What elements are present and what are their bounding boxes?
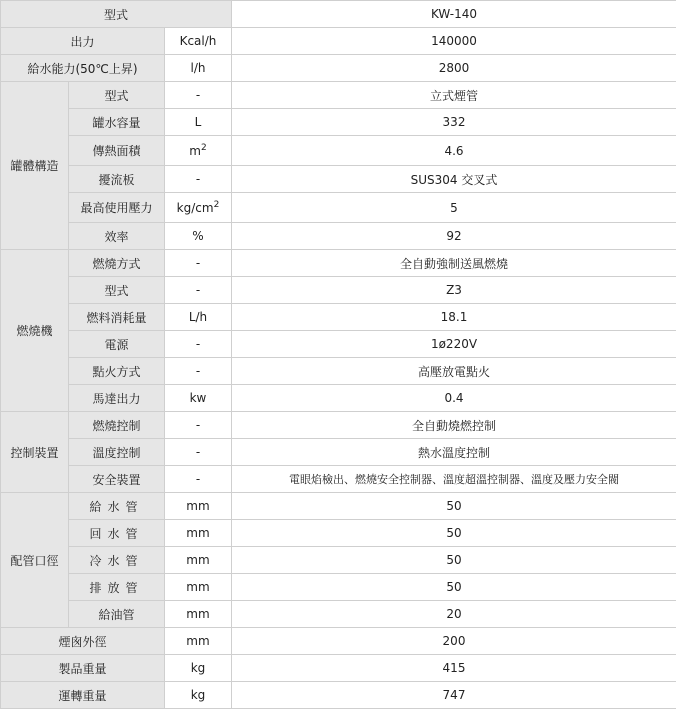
running-weight-value: 747	[232, 682, 676, 709]
output-label: 出力	[1, 28, 165, 55]
oil-feed-pipe-label: 給油管	[69, 601, 165, 628]
feed-capacity-value: 2800	[232, 55, 676, 82]
row-max-pressure	[1, 193, 676, 223]
chimney-diameter-label: 煙囪外徑	[1, 628, 165, 655]
feed-capacity-unit: l/h	[165, 55, 232, 82]
heat-transfer-area-unit-base: m	[189, 144, 201, 158]
fuel-consumption-value: 18.1	[232, 304, 676, 331]
power-supply-unit: -	[165, 331, 232, 358]
safety-device-value: 電眼焰檢出、燃燒安全控制器、溫度超溫控制器、溫度及壓力安全閥	[232, 466, 676, 493]
oil-feed-pipe-unit: mm	[165, 601, 232, 628]
combustion-control-value: 全自動燒燃控制	[232, 412, 676, 439]
baffle-unit: -	[165, 166, 232, 193]
drain-pipe-unit: mm	[165, 574, 232, 601]
row-feed-capacity	[1, 55, 676, 82]
output-unit: Kcal/h	[165, 28, 232, 55]
fuel-consumption-unit: L/h	[165, 304, 232, 331]
group-burner: 燃燒機	[1, 250, 69, 412]
tank-water-volume-label: 罐水容量	[69, 109, 165, 136]
row-output	[1, 28, 676, 55]
feed-pipe-value: 50	[232, 493, 676, 520]
tank-water-volume-unit: L	[165, 109, 232, 136]
row-temperature-control	[1, 439, 676, 466]
row-feed-pipe	[1, 493, 676, 520]
heat-transfer-area-unit-exp: 2	[201, 143, 207, 153]
row-oil-feed-pipe	[1, 601, 676, 628]
tank-type-unit: -	[165, 82, 232, 109]
max-pressure-unit-exp: 2	[214, 200, 220, 210]
drain-pipe-value: 50	[232, 574, 676, 601]
cold-water-pipe-unit: mm	[165, 547, 232, 574]
efficiency-value: 92	[232, 223, 676, 250]
model-header-label: 型式	[1, 1, 232, 28]
chimney-diameter-value: 200	[232, 628, 676, 655]
max-pressure-unit-base: kg/cm	[177, 201, 214, 215]
row-power-supply	[1, 331, 676, 358]
combustion-method-unit: -	[165, 250, 232, 277]
product-weight-label: 製品重量	[1, 655, 165, 682]
row-heat-transfer-area	[1, 136, 676, 166]
heat-transfer-area-value: 4.6	[232, 136, 676, 166]
max-pressure-value: 5	[232, 193, 676, 223]
running-weight-unit: kg	[165, 682, 232, 709]
row-tank-type	[1, 82, 676, 109]
return-pipe-unit: mm	[165, 520, 232, 547]
row-burner-type	[1, 277, 676, 304]
row-fuel-consumption	[1, 304, 676, 331]
ignition-method-unit: -	[165, 358, 232, 385]
safety-device-label: 安全裝置	[69, 466, 165, 493]
safety-device-unit: -	[165, 466, 232, 493]
group-control-device: 控制裝置	[1, 412, 69, 493]
row-baffle	[1, 166, 676, 193]
row-return-pipe	[1, 520, 676, 547]
drain-pipe-label: 排放管	[69, 574, 165, 601]
temperature-control-label: 溫度控制	[69, 439, 165, 466]
motor-output-unit: kw	[165, 385, 232, 412]
fuel-consumption-label: 燃料消耗量	[69, 304, 165, 331]
max-pressure-unit	[165, 193, 232, 223]
temperature-control-unit: -	[165, 439, 232, 466]
combustion-control-unit: -	[165, 412, 232, 439]
return-pipe-label: 回水管	[69, 520, 165, 547]
row-combustion-method	[1, 250, 676, 277]
tank-type-label: 型式	[69, 82, 165, 109]
oil-feed-pipe-value: 20	[232, 601, 676, 628]
ignition-method-label: 點火方式	[69, 358, 165, 385]
row-model-header	[1, 1, 676, 28]
tank-water-volume-value: 332	[232, 109, 676, 136]
feed-capacity-label: 給水能力(50℃上昇)	[1, 55, 165, 82]
model-header-value: KW-140	[232, 1, 676, 28]
row-cold-water-pipe	[1, 547, 676, 574]
max-pressure-label: 最高使用壓力	[69, 193, 165, 223]
row-efficiency	[1, 223, 676, 250]
baffle-value: SUS304 交叉式	[232, 166, 676, 193]
burner-type-value: Z3	[232, 277, 676, 304]
return-pipe-value: 50	[232, 520, 676, 547]
motor-output-value: 0.4	[232, 385, 676, 412]
combustion-control-label: 燃燒控制	[69, 412, 165, 439]
power-supply-value: 1ø220V	[232, 331, 676, 358]
row-safety-device	[1, 466, 676, 493]
combustion-method-value: 全自動強制送風燃燒	[232, 250, 676, 277]
efficiency-label: 效率	[69, 223, 165, 250]
burner-type-label: 型式	[69, 277, 165, 304]
feed-pipe-label: 給水管	[69, 493, 165, 520]
temperature-control-value: 熱水溫度控制	[232, 439, 676, 466]
row-motor-output	[1, 385, 676, 412]
combustion-method-label: 燃燒方式	[69, 250, 165, 277]
running-weight-label: 運轉重量	[1, 682, 165, 709]
row-ignition-method	[1, 358, 676, 385]
chimney-diameter-unit: mm	[165, 628, 232, 655]
power-supply-label: 電源	[69, 331, 165, 358]
row-chimney-diameter	[1, 628, 676, 655]
output-value: 140000	[232, 28, 676, 55]
product-weight-value: 415	[232, 655, 676, 682]
efficiency-unit: %	[165, 223, 232, 250]
cold-water-pipe-label: 冷水管	[69, 547, 165, 574]
cold-water-pipe-value: 50	[232, 547, 676, 574]
heat-transfer-area-label: 傳熱面積	[69, 136, 165, 166]
row-product-weight	[1, 655, 676, 682]
row-drain-pipe	[1, 574, 676, 601]
group-tank-structure: 罐體構造	[1, 82, 69, 250]
baffle-label: 擾流板	[69, 166, 165, 193]
group-piping-diameter: 配管口徑	[1, 493, 69, 628]
product-weight-unit: kg	[165, 655, 232, 682]
burner-type-unit: -	[165, 277, 232, 304]
motor-output-label: 馬達出力	[69, 385, 165, 412]
tank-type-value: 立式煙管	[232, 82, 676, 109]
feed-pipe-unit: mm	[165, 493, 232, 520]
row-tank-water-volume	[1, 109, 676, 136]
heat-transfer-area-unit	[165, 136, 232, 166]
row-combustion-control	[1, 412, 676, 439]
row-running-weight	[1, 682, 676, 709]
ignition-method-value: 高壓放電點火	[232, 358, 676, 385]
